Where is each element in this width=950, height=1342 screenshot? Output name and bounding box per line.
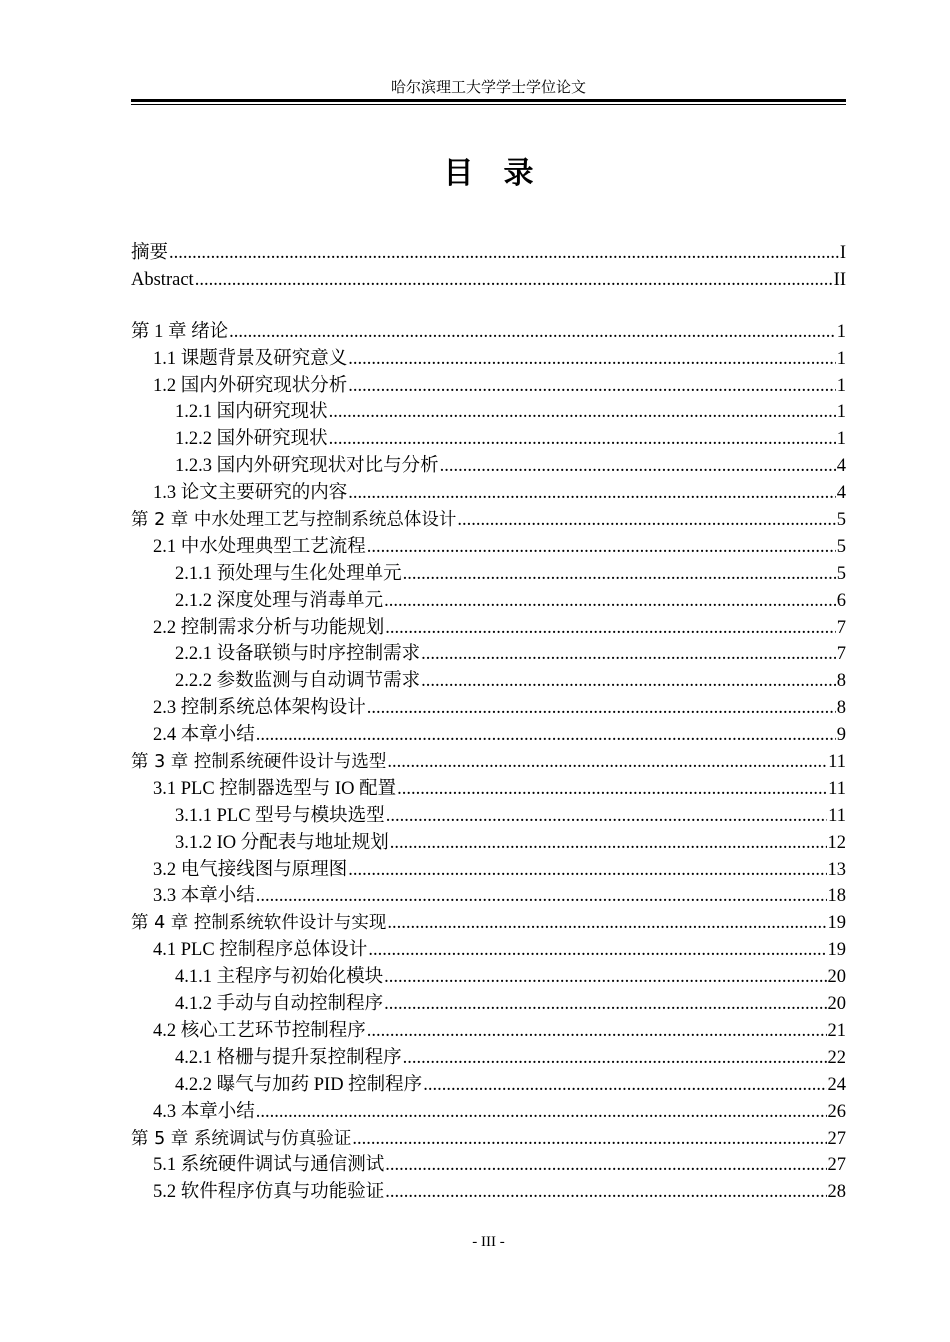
toc-leader-dots [387, 749, 827, 776]
toc-entry[interactable] [131, 964, 846, 991]
toc-entry-label: 4.2 核心工艺环节控制程序 [153, 1020, 366, 1041]
toc-leader-dots [229, 319, 836, 346]
toc-entry-page: 24 [827, 1074, 846, 1095]
toc-entry-label: 2.3 控制系统总体架构设计 [153, 698, 366, 719]
toc-entry-page: 1 [836, 375, 846, 396]
toc-leader-dots [423, 1072, 826, 1099]
toc-entry-label: 3.1 PLC 控制器选型与 IO 配置 [153, 778, 397, 799]
toc-entry-page: 27 [827, 1128, 846, 1149]
running-header: 哈尔滨理工大学学士学位论文 [390, 80, 586, 96]
toc-entry[interactable] [131, 507, 846, 534]
toc-entry[interactable] [131, 776, 846, 803]
toc-entry-page: 22 [827, 1047, 846, 1068]
toc-entry-page: 5 [836, 563, 846, 584]
toc-entry-label: 1.2.1 国内研究现状 [175, 402, 328, 423]
toc-entry-page: II [833, 269, 846, 290]
toc-entry-page: 28 [827, 1182, 846, 1203]
toc-leader-dots [403, 561, 836, 588]
toc-leader-dots [352, 1126, 826, 1153]
toc-entry[interactable] [131, 668, 846, 695]
toc-entry-page: 13 [827, 859, 846, 880]
toc-entry[interactable] [131, 1072, 846, 1099]
toc-entry-page: 11 [828, 805, 846, 826]
toc-entry-label: 2.4 本章小结 [153, 725, 255, 746]
toc-entry[interactable] [131, 480, 846, 507]
toc-entry-label: 1.2 国内外研究现状分析 [153, 375, 348, 396]
toc-leader-dots [384, 964, 826, 991]
toc-entry-page: 20 [827, 967, 846, 988]
toc-entry-page: 4 [836, 483, 846, 504]
toc-entry[interactable] [131, 641, 846, 668]
toc-entry-page: 4 [836, 456, 846, 477]
toc-entry-page: 9 [836, 725, 846, 746]
toc-entry[interactable] [131, 346, 846, 373]
toc-leader-dots [457, 507, 835, 534]
toc-leader-dots [348, 480, 835, 507]
toc-leader-dots [421, 641, 836, 668]
toc-entry-label: 1.2.3 国内外研究现状对比与分析 [175, 456, 439, 477]
toc-entry-page: 7 [836, 617, 846, 638]
toc-entry-label: 4.1.2 手动与自动控制程序 [175, 994, 384, 1015]
toc-entry[interactable] [131, 722, 846, 749]
toc-leader-dots [367, 534, 836, 561]
toc-leader-dots [421, 668, 836, 695]
toc-entry-page: 1 [836, 321, 846, 342]
toc-entry-label: 4.3 本章小结 [153, 1101, 255, 1122]
toc-entry[interactable] [131, 534, 846, 561]
toc-entry-label: 4.2.2 曝气与加药 PID 控制程序 [175, 1074, 423, 1095]
toc-entry-page: 1 [836, 348, 846, 369]
toc-entry[interactable] [131, 803, 846, 830]
header-rule-thin [131, 104, 846, 105]
toc-leader-dots [348, 373, 835, 400]
toc-entry-label: 4.2.1 格栅与提升泵控制程序 [175, 1047, 402, 1068]
toc-entry-label: 1.2.2 国外研究现状 [175, 429, 328, 450]
toc-leader-dots [440, 453, 836, 480]
toc-entry-page: 27 [827, 1155, 846, 1176]
toc-entry-label: 2.1 中水处理典型工艺流程 [153, 536, 366, 557]
toc-entry[interactable] [131, 1099, 846, 1126]
toc-entry-label: 摘要 [131, 243, 169, 263]
toc-entry-page: 11 [828, 778, 846, 799]
toc-leader-dots [384, 991, 826, 1018]
toc-entry-label: 3.1.1 PLC 型号与模块选型 [175, 805, 385, 826]
toc-entry[interactable] [131, 1045, 846, 1072]
toc-entry-label: 第 4 章 控制系统软件设计与实现 [131, 913, 387, 934]
toc-leader-dots [348, 346, 835, 373]
toc-entry[interactable] [131, 1179, 846, 1206]
toc-entry[interactable] [131, 1152, 846, 1179]
toc-entry[interactable] [131, 1018, 846, 1045]
toc-entry[interactable] [131, 399, 846, 426]
toc-entry-label: 5.2 软件程序仿真与功能验证 [153, 1182, 385, 1203]
toc-leader-dots [195, 267, 833, 294]
toc-entry[interactable] [131, 561, 846, 588]
toc-entry[interactable] [131, 857, 846, 884]
toc-leader-dots [256, 1099, 827, 1126]
toc-entry[interactable] [131, 883, 846, 910]
toc-entry-label: 第 3 章 控制系统硬件设计与选型 [131, 752, 387, 773]
toc-entry-page: 26 [827, 1101, 846, 1122]
toc-entry-page: I [839, 243, 846, 263]
toc-entry-page: 7 [836, 644, 846, 665]
toc-entry-label: 2.1.1 预处理与生化处理单元 [175, 563, 402, 584]
toc-entry-label: 2.2 控制需求分析与功能规划 [153, 617, 385, 638]
toc-entry-label: 2.2.2 参数监测与自动调节需求 [175, 671, 421, 692]
toc-entry-page: 19 [827, 913, 846, 934]
page-number: - III - [472, 1234, 505, 1250]
toc-leader-dots [169, 240, 839, 267]
toc-entry-page: 11 [828, 752, 846, 773]
toc-leader-dots [367, 1018, 827, 1045]
toc-title: 目录 [443, 156, 564, 191]
toc-leader-dots [386, 803, 827, 830]
toc-entry-page: 8 [836, 671, 846, 692]
table-of-contents [131, 240, 846, 1206]
toc-entry-label: 4.1 PLC 控制程序总体设计 [153, 940, 368, 961]
toc-entry[interactable] [131, 453, 846, 480]
toc-entry-page: 20 [827, 994, 846, 1015]
toc-entry[interactable] [131, 373, 846, 400]
toc-leader-dots [368, 937, 826, 964]
toc-leader-dots [348, 857, 826, 884]
toc-entry-label: 3.3 本章小结 [153, 886, 255, 907]
toc-leader-dots [385, 615, 835, 642]
toc-entry-label: 5.1 系统硬件调试与通信测试 [153, 1155, 385, 1176]
toc-leader-dots [390, 830, 827, 857]
toc-leader-dots [385, 1179, 826, 1206]
toc-leader-dots [367, 695, 836, 722]
toc-entry[interactable] [131, 937, 846, 964]
toc-leader-dots [329, 399, 836, 426]
toc-entry-label: 1.3 论文主要研究的内容 [153, 483, 348, 504]
toc-entry[interactable] [131, 830, 846, 857]
toc-leader-dots [384, 588, 836, 615]
toc-entry-page: 12 [827, 832, 846, 853]
toc-entry-page: 5 [836, 510, 846, 531]
toc-leader-dots [397, 776, 827, 803]
toc-leader-dots [256, 722, 836, 749]
toc-entry[interactable] [131, 910, 846, 937]
toc-entry[interactable] [131, 426, 846, 453]
toc-entry[interactable] [131, 588, 846, 615]
toc-entry-page: 1 [836, 429, 846, 450]
toc-entry[interactable] [131, 615, 846, 642]
toc-entry-label: Abstract [131, 269, 194, 290]
toc-entry-label: 2.1.2 深度处理与消毒单元 [175, 590, 384, 611]
toc-entry[interactable] [131, 991, 846, 1018]
toc-entry-label: 2.2.1 设备联锁与时序控制需求 [175, 644, 421, 665]
toc-entry-label: 第 1 章 绪论 [131, 321, 229, 342]
toc-entry[interactable] [131, 319, 846, 346]
toc-entry[interactable] [131, 1126, 846, 1153]
toc-entry[interactable] [131, 749, 846, 776]
toc-entry-page: 18 [827, 886, 846, 907]
toc-entry-label: 第 2 章 中水处理工艺与控制系统总体设计 [131, 510, 457, 531]
toc-entry-page: 19 [827, 940, 846, 961]
toc-entry[interactable] [131, 240, 846, 267]
toc-entry-page: 21 [827, 1020, 846, 1041]
toc-entry-label: 3.1.2 IO 分配表与地址规划 [175, 832, 389, 853]
toc-entry-page: 5 [836, 536, 846, 557]
toc-entry-page: 8 [836, 698, 846, 719]
toc-entry-page: 6 [836, 590, 846, 611]
toc-entry-label: 1.1 课题背景及研究意义 [153, 348, 348, 369]
toc-entry[interactable] [131, 267, 846, 294]
toc-entry-label: 第 5 章 系统调试与仿真验证 [131, 1128, 352, 1149]
header-rule-thick [131, 99, 846, 102]
toc-leader-dots [256, 883, 827, 910]
toc-entry[interactable] [131, 695, 846, 722]
toc-leader-dots [387, 910, 826, 937]
toc-leader-dots [329, 426, 836, 453]
toc-leader-dots [403, 1045, 827, 1072]
toc-entry-page: 1 [836, 402, 846, 423]
toc-entry-label: 4.1.1 主程序与初始化模块 [175, 967, 384, 988]
toc-entry-label: 3.2 电气接线图与原理图 [153, 859, 348, 880]
toc-leader-dots [385, 1152, 826, 1179]
